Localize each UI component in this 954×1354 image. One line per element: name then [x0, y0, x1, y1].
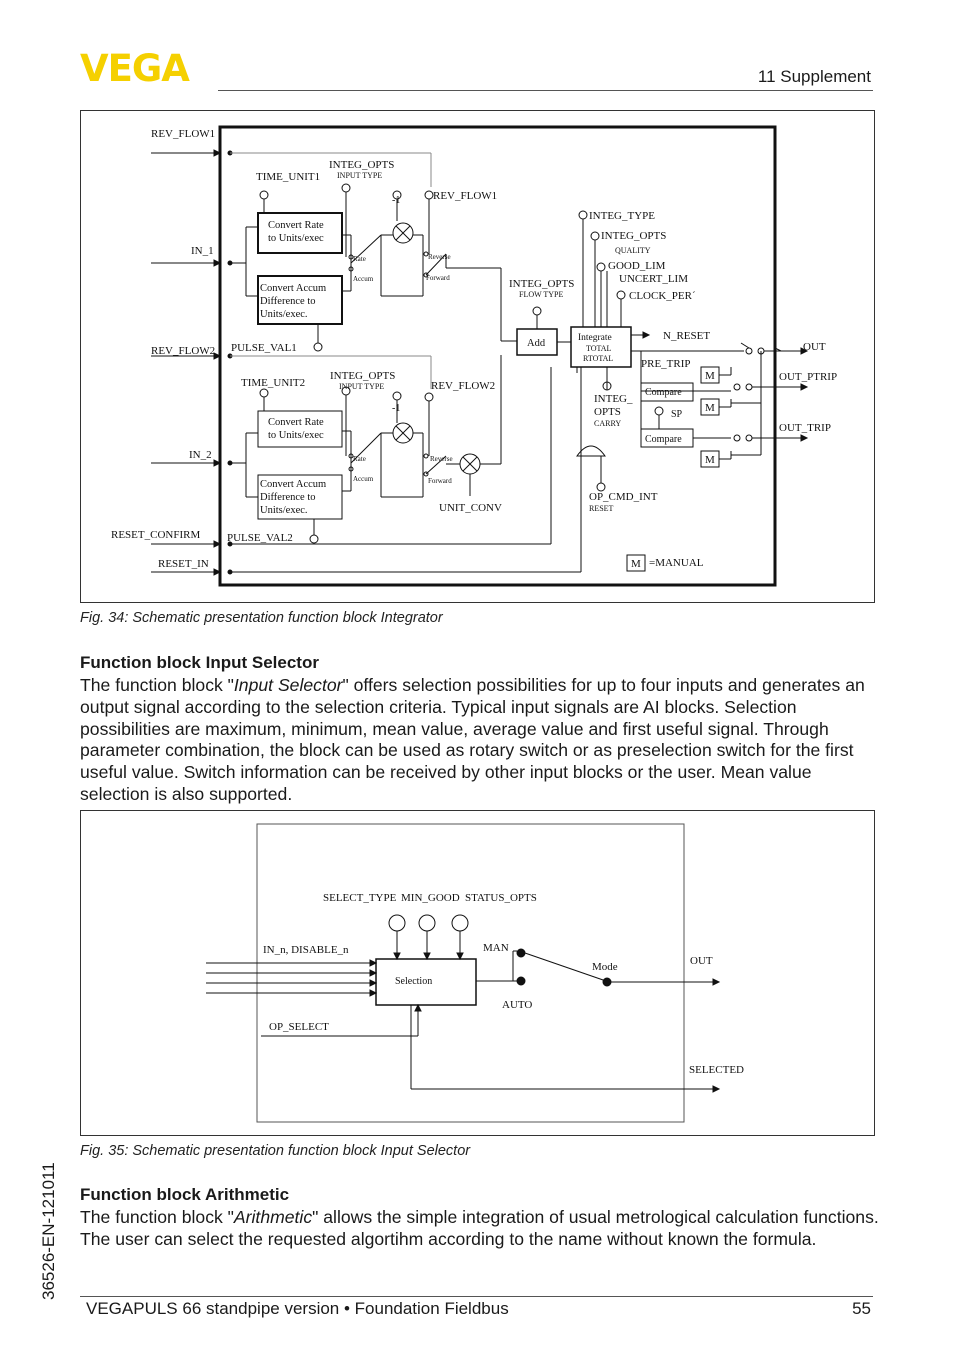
- label-accum-2: Accum: [353, 475, 374, 483]
- label-add: Add: [527, 338, 546, 349]
- label-rev-flow2-b: REV_FLOW2: [431, 380, 496, 392]
- vega-logo: [80, 50, 212, 84]
- label-convert-rate-2a: Convert Rate: [268, 417, 324, 428]
- label-unit-conv: UNIT_CONV: [439, 502, 502, 514]
- label-sp: SP: [671, 409, 683, 420]
- label-integrate: Integrate: [578, 333, 612, 343]
- document-id: 36526-EN-121011: [39, 1162, 58, 1300]
- label-rev-flow1: REV_FLOW1: [151, 128, 216, 140]
- header-divider: [218, 90, 873, 91]
- svg-text:VEGA: VEGA: [80, 50, 189, 84]
- label-accum-1: Accum: [353, 275, 374, 283]
- integrator-schematic: [81, 111, 874, 602]
- label-rev-flow2: REV_FLOW2: [151, 345, 216, 357]
- label-m1: M: [705, 370, 715, 382]
- label-convert-accum-1a: Convert Accum: [260, 283, 327, 294]
- label-rev-flow1-b: REV_FLOW1: [433, 190, 498, 202]
- label-rate-1: Rate: [353, 255, 366, 263]
- figure-35-caption: Fig. 35: Schematic presentation function block Input Selector: [80, 1143, 471, 1159]
- label-forward-1: Forward: [426, 274, 450, 282]
- figure-34-caption: Fig. 34: Schematic presentation function block Integrator: [80, 610, 443, 626]
- footer-divider: [80, 1296, 873, 1297]
- label-compare-2: Compare: [645, 434, 682, 445]
- label-integ-carry-2: OPTS: [594, 406, 621, 418]
- label-op-select: OP_SELECT: [269, 1021, 329, 1033]
- label-quality: QUALITY: [615, 246, 651, 255]
- label-out-sel: OUT: [690, 955, 713, 967]
- label-in-1: IN_1: [191, 245, 214, 257]
- label-pulse-val1: PULSE_VAL1: [231, 342, 297, 354]
- label-reset: RESET: [589, 504, 614, 513]
- input-selector-heading: Function block Input Selector: [80, 653, 319, 672]
- label-manual: =MANUAL: [649, 557, 704, 569]
- label-input-type-2: INPUT TYPE: [339, 382, 385, 391]
- label-status-opts: STATUS_OPTS: [465, 892, 537, 904]
- label-auto: AUTO: [502, 999, 533, 1011]
- label-out-trip: OUT_TRIP: [779, 422, 831, 434]
- label-reset-in: RESET_IN: [158, 558, 209, 570]
- label-mode: Mode: [592, 961, 618, 973]
- label-flow-type: FLOW TYPE: [519, 290, 564, 299]
- label-out: OUT: [803, 341, 826, 353]
- label-minus1-b: -1: [392, 403, 401, 414]
- label-total: TOTAL: [586, 344, 612, 353]
- label-convert-accum-2c: Units/exec.: [260, 505, 308, 516]
- label-convert-rate-2b: to Units/exec: [268, 430, 324, 441]
- label-select-type: SELECT_TYPE: [323, 892, 397, 904]
- label-input-type-1: INPUT TYPE: [337, 171, 383, 180]
- label-man: MAN: [483, 942, 509, 954]
- label-selected: SELECTED: [689, 1064, 744, 1076]
- label-time-unit1: TIME_UNIT1: [256, 171, 321, 183]
- label-pulse-val2: PULSE_VAL2: [227, 532, 293, 544]
- label-m3: M: [705, 454, 715, 466]
- label-minus1-a: -1: [392, 195, 401, 206]
- label-convert-accum-1b: Difference to: [260, 296, 316, 307]
- arithmetic-paragraph: The function block "Arithmetic" allows the simple integration of usual metrological calculation functions. The user can select the requested algortihm according to the name without known the formula.: [80, 1207, 879, 1249]
- input-selector-paragraph: The function block "Input Selector" offers selection possibilities for up to four inputs and generates an output signal according to the selection criteria. Typical input signals are AI blocks. Selection possibilities are maximum, minimum, mean value, average value and first useful signal. Through parameter combination, the block can be used as rotary switch or as preselection switch for the first useful value. Switch information can be received by other input blocks or the user. Mean value selection is also supported.: [80, 675, 865, 804]
- label-op-cmd-int: OP_CMD_INT: [589, 491, 658, 503]
- label-m2: M: [705, 402, 715, 414]
- label-uncert-lim: UNCERT_LIM: [619, 273, 689, 285]
- label-selection: Selection: [395, 976, 433, 987]
- label-convert-accum-1c: Units/exec.: [260, 309, 308, 320]
- label-integ-opts-q: INTEG_OPTS: [601, 230, 667, 242]
- label-integ-type: INTEG_TYPE: [589, 210, 655, 222]
- label-min-good: MIN_GOOD: [401, 892, 460, 904]
- arithmetic-heading: Function block Arithmetic: [80, 1185, 290, 1204]
- label-integ-opts-2: INTEG_OPTS: [330, 370, 396, 382]
- footer-title: VEGAPULS 66 standpipe version • Foundation Fieldbus: [86, 1299, 509, 1318]
- section-title: 11 Supplement: [757, 67, 871, 86]
- label-convert-accum-2a: Convert Accum: [260, 479, 327, 490]
- input-selector-schematic: [81, 811, 874, 1135]
- input-selector-figure: [80, 810, 875, 1136]
- label-pre-trip: PRE_TRIP: [641, 358, 691, 370]
- label-n-reset: N_RESET: [663, 330, 711, 342]
- label-reverse-2: Reverse: [430, 455, 453, 463]
- label-integ-carry-1: INTEG_: [594, 393, 633, 405]
- label-integ-opts-1: INTEG_OPTS: [329, 159, 395, 171]
- label-rtotal: RTOTAL: [583, 354, 614, 363]
- label-reset-confirm: RESET_CONFIRM: [111, 529, 201, 541]
- label-clock-per: CLOCK_PER´: [629, 290, 696, 302]
- label-m-legend: M: [631, 558, 641, 570]
- label-carry: CARRY: [594, 419, 622, 428]
- label-forward-2: Forward: [428, 477, 452, 485]
- integrator-figure: [80, 110, 875, 603]
- label-convert-accum-2b: Difference to: [260, 492, 316, 503]
- label-integ-opts-flow: INTEG_OPTS: [509, 278, 575, 290]
- label-rate-2: Rate: [353, 455, 366, 463]
- label-time-unit2: TIME_UNIT2: [241, 377, 306, 389]
- label-good-lim: GOOD_LIM: [608, 260, 666, 272]
- page-number: 55: [852, 1299, 871, 1318]
- label-out-ptrip: OUT_PTRIP: [779, 371, 838, 383]
- label-in-2: IN_2: [189, 449, 212, 461]
- label-in-n: IN_n, DISABLE_n: [263, 944, 349, 956]
- label-convert-rate-1b: to Units/exec: [268, 233, 324, 244]
- label-compare-1: Compare: [645, 387, 682, 398]
- label-reverse-1: Reverse: [428, 253, 451, 261]
- label-convert-rate-1a: Convert Rate: [268, 220, 324, 231]
